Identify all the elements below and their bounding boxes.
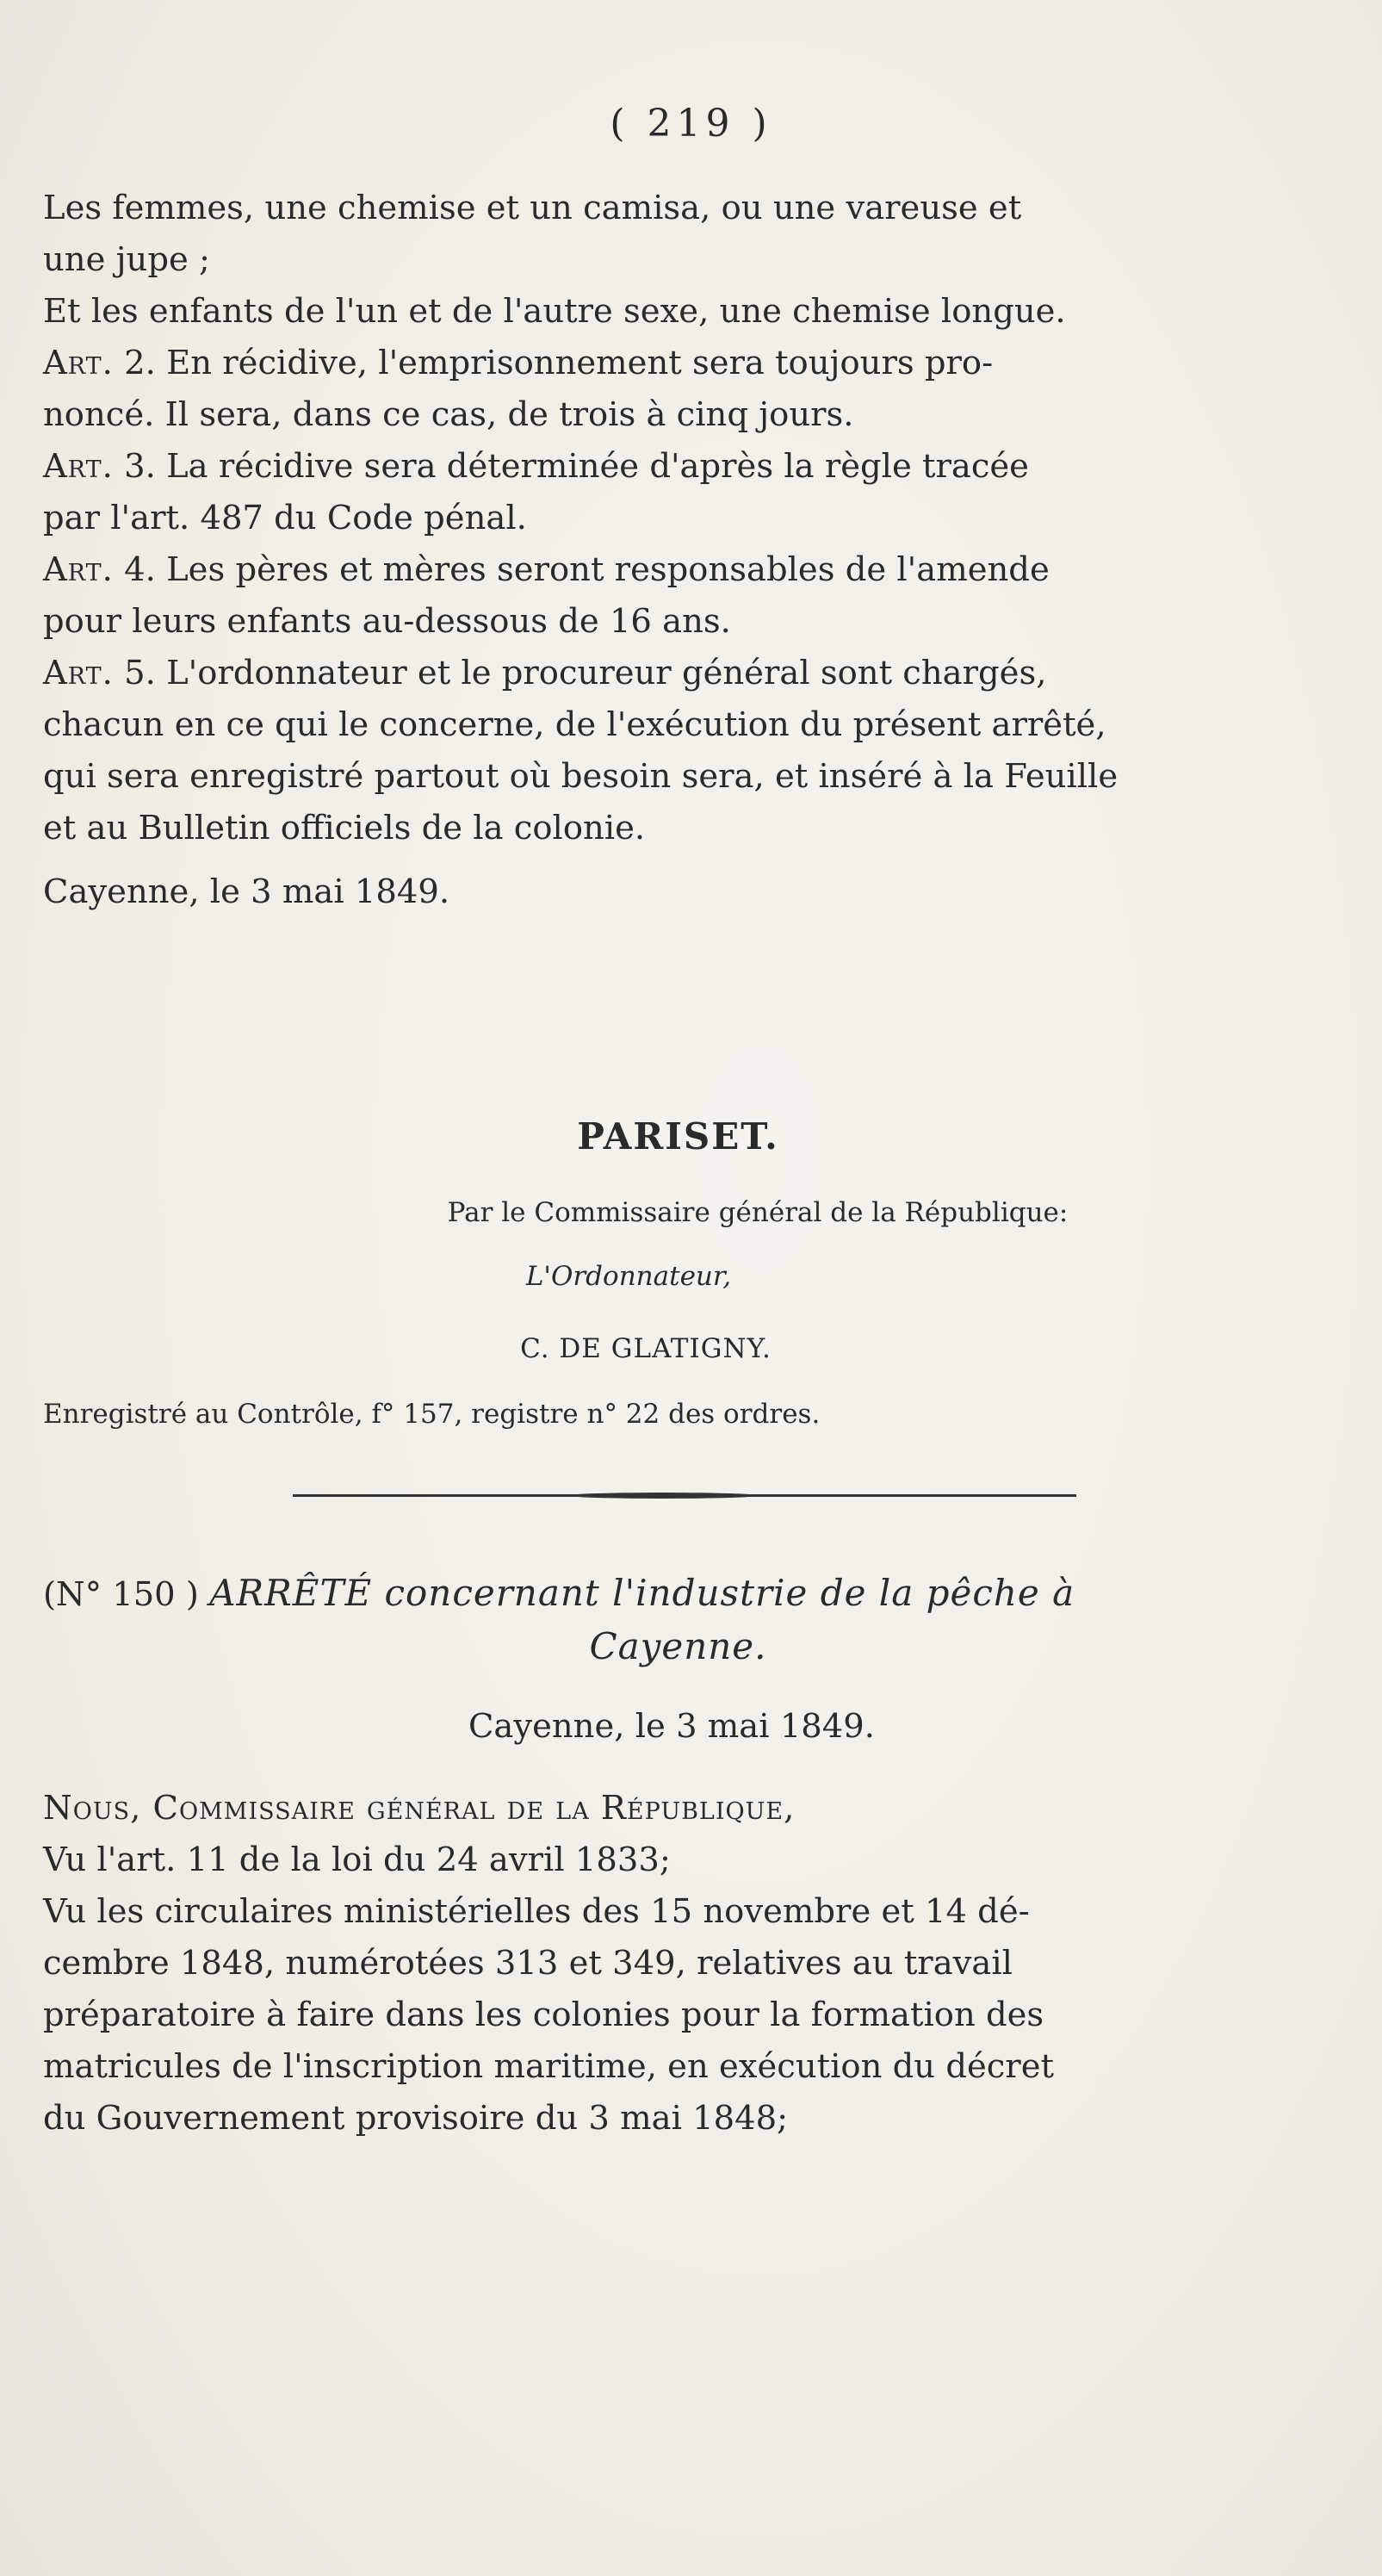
text-line: cembre 1848, numérotées 313 et 349, relatives au travail	[43, 1944, 1013, 1983]
article-label: Art.	[43, 654, 114, 692]
nous-label: Nous,	[43, 1789, 142, 1828]
text-line	[43, 1783, 1313, 1834]
text-line: Les femmes, une chemise et un camisa, ou une vareuse et	[43, 189, 1022, 227]
decree-title-cont: Cayenne.	[589, 1625, 767, 1667]
decree-heading	[43, 1567, 1313, 1673]
text-line: noncé. Il sera, dans ce cas, de trois à cinq jours.	[43, 395, 854, 434]
decree-place-date: Cayenne, le 3 mai 1849.	[468, 1707, 876, 1746]
text-line: du Gouvernement provisoire du 3 mai 1848;	[43, 2099, 789, 2138]
text-line	[43, 544, 1313, 596]
text-line	[43, 441, 1313, 493]
article-label: Art.	[43, 550, 114, 589]
article-4	[43, 544, 1313, 648]
article-label: Art.	[43, 447, 114, 486]
text-line: pour leurs enfants au-dessous de 16 ans.	[43, 602, 731, 641]
place-date: Cayenne, le 3 mai 1849.	[43, 872, 450, 911]
article-label: Art.	[43, 344, 114, 382]
registration-note: Enregistré au Contrôle, f° 157, registre n° 22 des ordres.	[43, 1399, 821, 1430]
text-line	[43, 648, 1313, 699]
article-text: 4. Les pères et mères seront responsables de l'amende	[113, 550, 1050, 589]
text-line	[43, 1567, 1313, 1621]
text-line	[43, 338, 1313, 389]
decree-continuation	[43, 183, 1313, 918]
article-3	[43, 441, 1313, 544]
signature-glatigny: C. DE GLATIGNY.	[520, 1333, 772, 1364]
text-line: Vu l'art. 11 de la loi du 24 avril 1833;	[43, 1840, 671, 1879]
page-number: ( 219 )	[610, 102, 772, 146]
article-5	[43, 648, 1313, 854]
article-text: 5. L'ordonnateur et le procureur général sont chargés,	[113, 654, 1047, 692]
text-line: et au Bulletin officiels de la colonie.	[43, 809, 646, 847]
signature-pariset: PARISET.	[577, 1115, 779, 1158]
decree-title: ARRÊTÉ concernant l'industrie de la pêche à	[209, 1572, 1075, 1614]
article-2	[43, 338, 1313, 441]
decree-preamble	[43, 1783, 1313, 2145]
text-line: préparatoire à faire dans les colonies pour la formation des	[43, 1996, 1044, 2034]
text-line: qui sera enregistré partout où besoin sera, et inséré à la Feuille	[43, 757, 1119, 796]
ordonnateur-label: L'Ordonnateur,	[525, 1261, 732, 1292]
paragraph-children	[43, 286, 1313, 338]
text-line: matricules de l'inscription maritime, en exécution du décret	[43, 2047, 1054, 2086]
text-line: Et les enfants de l'un et de l'autre sexe, une chemise longue.	[43, 292, 1066, 331]
text-line: une jupe ;	[43, 240, 210, 279]
article-text: 3. La récidive sera déterminée d'après la règle tracée	[113, 447, 1029, 486]
text-line: Vu les circulaires ministérielles des 15 novembre et 14 dé-	[43, 1892, 1030, 1931]
par-le-commissaire: Par le Commissaire général de la République:	[447, 1197, 1069, 1228]
decree-number: (N° 150 )	[43, 1575, 199, 1614]
section-divider	[293, 1494, 1076, 1497]
text-line: chacun en ce qui le concerne, de l'exécution du présent arrêté,	[43, 705, 1106, 744]
paragraph-women	[43, 183, 1313, 286]
commissaire-title: Commissaire général de la République,	[141, 1789, 796, 1828]
article-text: 2. En récidive, l'emprisonnement sera toujours pro-	[113, 344, 994, 382]
text-line: par l'art. 487 du Code pénal.	[43, 499, 527, 537]
